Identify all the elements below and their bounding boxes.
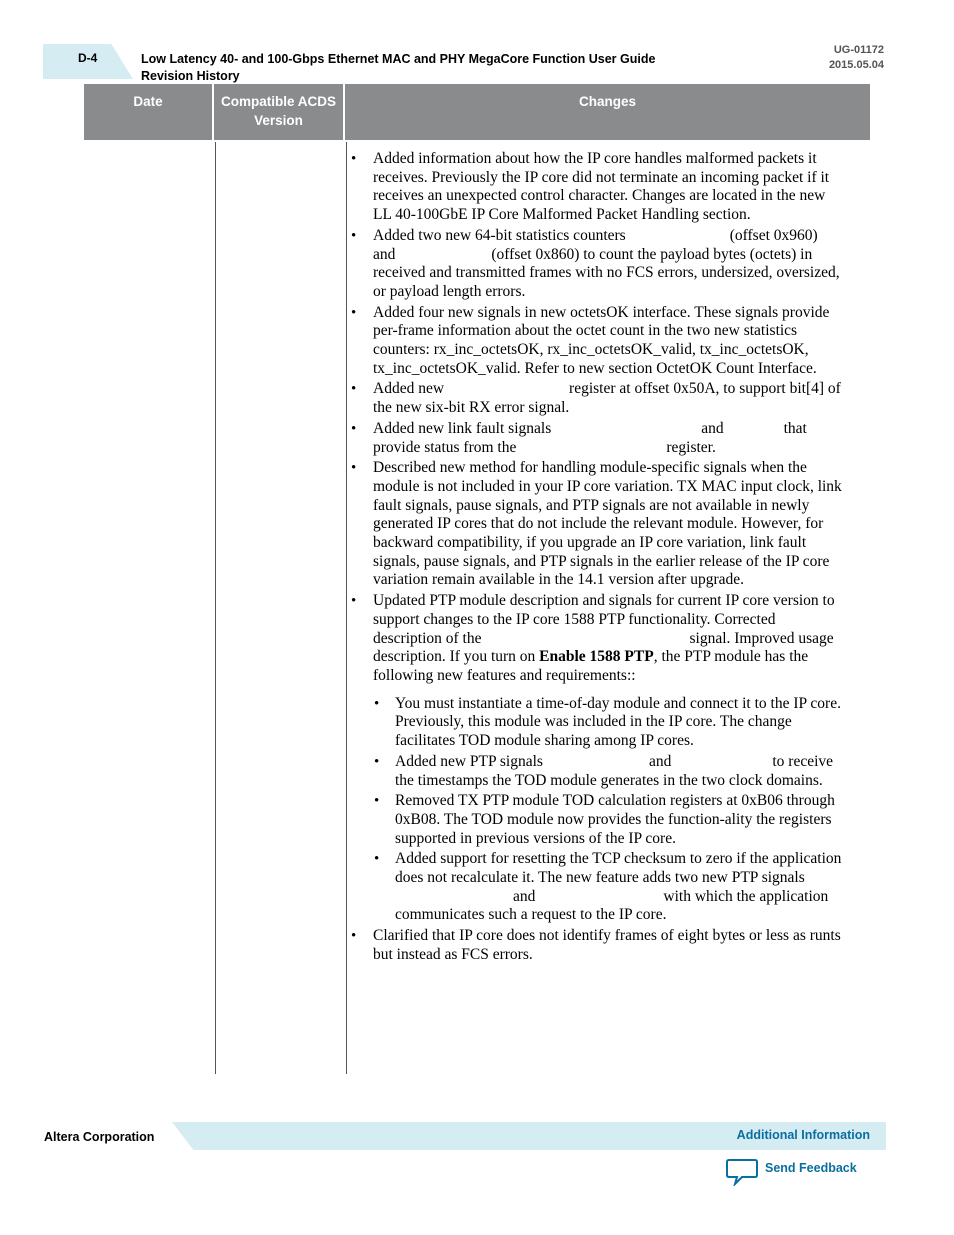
page-number: D-4: [78, 51, 98, 65]
changes-sublist: [373, 695, 842, 925]
list-item: • Added new PTP signals and to receive the timestamps the TOD module generates in the two clock domains.: [373, 753, 842, 790]
table-column-divider: [215, 142, 216, 1074]
changes-list: [350, 150, 842, 965]
changes-cell: [350, 150, 842, 967]
list-item: • Added new link fault signals and that provide status from the register.: [350, 420, 842, 457]
list-item: • Added support for resetting the TCP checksum to zero if the application does not recalculate it. The new feature adds two new PTP signalsand with which the application communicates such a request to the IP core.: [373, 850, 842, 925]
table-header: [84, 84, 870, 140]
list-item: • Updated PTP module description and signals for current IP core version to support changes to the IP core 1588 PTP functionality. Corrected description of the signal. Improved usage description. If you turn on Enable 1588 PTP, the PTP module has the following new features and requirements:: • You must instantiate a time-of-day module and connect it to the IP core. Previously, this module was included in the IP core. The change facilitates TOD module sharing among IP cores. • Added new PTP signals and to receive the timestamps the TOD module generates in the two clock domains. • Removed TX PTP module TOD calculation registers at 0xB06 through 0xB08. The TOD module now provides the function-ality the registers supported in previous versions of the IP core. • Added support for resetting the TCP checksum to zero if the application does not recalculate it. The new feature adds two new PTP signalsand with which the application communicates such a request to the IP core.: [350, 592, 842, 925]
table-column-divider: [346, 142, 347, 1074]
list-item: • Added two new 64-bit statistics counters (offset 0x960) and (offset 0x860) to count the payload bytes (octets) in received and transmitted frames with no FCS errors, undersized, oversized, or payload length errors.: [350, 227, 842, 302]
list-item: • Removed TX PTP module TOD calculation registers at 0xB06 through 0xB08. The TOD module now provides the function-ality the registers supported in previous versions of the IP core.: [373, 792, 842, 848]
additional-information-link[interactable]: Additional Information: [736, 1128, 870, 1142]
list-item: • Described new method for handling module-specific signals when the module is not included in your IP core variation. TX MAC input clock, link fault signals, pause signals, and PTP signals are not available in newly generated IP cores that do not include the relevant module. However, for backward compatibility, if you upgrade an IP core variation, link fault signals, pause signals, and PTP signals in the earlier release of the IP core variation remain available in the 14.1 version after upgrade.: [350, 459, 842, 590]
doc-date: 2015.05.04: [828, 59, 884, 71]
list-item: • Added information about how the IP core handles malformed packets it receives. Previously the IP core did not terminate an incoming packet if it receives an unexpected control character. Changes are located in the new LL 40-100GbE IP Core Malformed Packet Handling section.: [350, 150, 842, 225]
footer-company: Altera Corporation: [44, 1130, 155, 1144]
column-header-acds-version: Compatible ACDS Version: [214, 84, 345, 140]
doc-meta: [829, 43, 884, 73]
list-item: • Added new register at offset 0x50A, to support bit[4] of the new six-bit RX error signal.: [350, 380, 842, 417]
header-title: Low Latency 40- and 100-Gbps Ethernet MAC and PHY MegaCore Function User Guide Revision History: [141, 52, 656, 83]
list-item: • Clarified that IP core does not identify frames of eight bytes or less as runts but instead as FCS errors.: [350, 927, 842, 964]
doc-id: UG-01172: [833, 44, 884, 56]
send-feedback-link[interactable]: Send Feedback: [765, 1161, 857, 1175]
bold-option-name: Enable 1588 PTP: [539, 648, 654, 666]
list-item: • You must instantiate a time-of-day module and connect it to the IP core. Previously, this module was included in the IP core. The change facilitates TOD module sharing among IP cores.: [373, 695, 842, 751]
speech-bubble-icon[interactable]: [726, 1158, 758, 1186]
column-header-date: Date: [84, 84, 214, 140]
list-item: • Added four new signals in new octetsOK interface. These signals provide per-frame information about the octet count in the two new statistics counters: rx_inc_octetsOK, rx_inc_octetsOK_valid, tx_inc_octetsOK, tx_inc_octetsOK_valid. Refer to new section OctetOK Count Interface.: [350, 304, 842, 379]
column-header-changes: Changes: [578, 94, 636, 109]
